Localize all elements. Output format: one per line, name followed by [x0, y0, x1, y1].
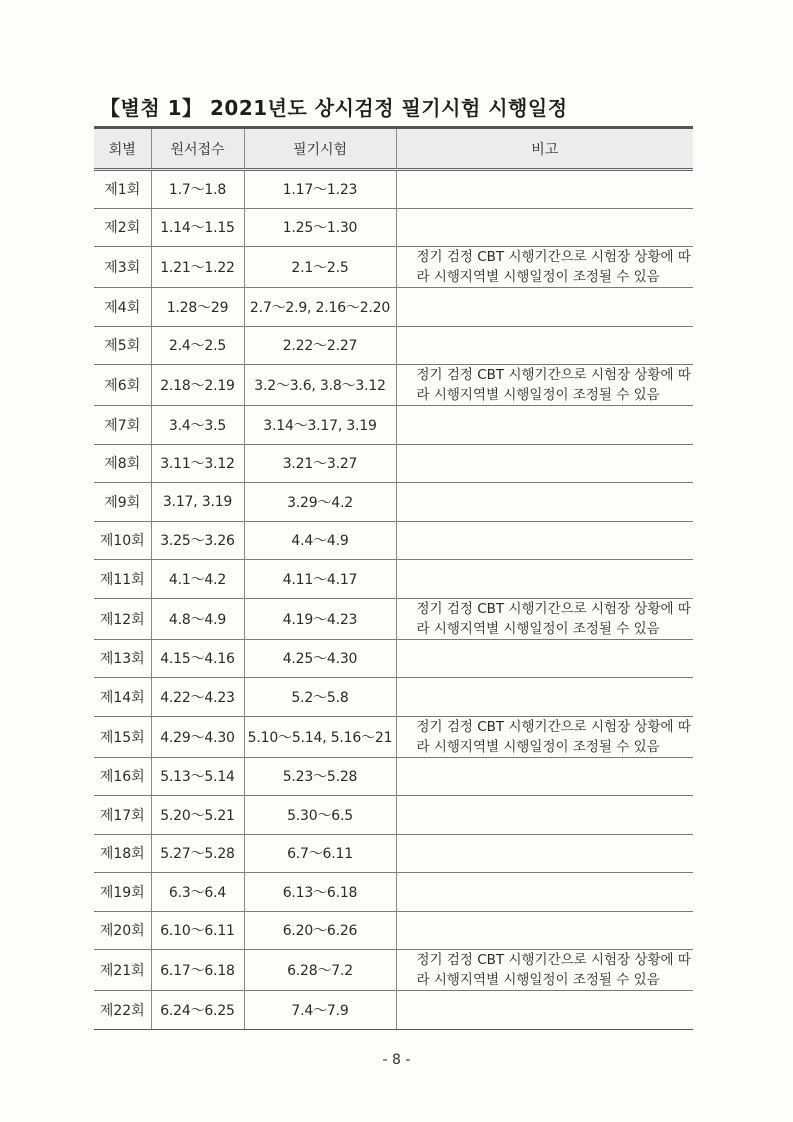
- exam-date-cell: 4.4～4.9: [244, 521, 396, 560]
- round-cell: 제8회: [94, 444, 151, 483]
- schedule-table: [94, 126, 693, 1030]
- application-date-cell: 6.24～6.25: [151, 991, 244, 1030]
- round-cell: 제12회: [94, 598, 151, 639]
- note-cell: [396, 521, 693, 560]
- exam-date-cell: 1.17～1.23: [244, 170, 396, 209]
- application-date-cell: 6.3～6.4: [151, 873, 244, 912]
- note-cell: [396, 639, 693, 678]
- note-cell: [396, 326, 693, 365]
- application-date-cell: 4.15～4.16: [151, 639, 244, 678]
- application-date-cell: 3.25～3.26: [151, 521, 244, 560]
- note-cell: [396, 170, 693, 209]
- round-cell: 제2회: [94, 208, 151, 247]
- round-cell: 제13회: [94, 639, 151, 678]
- application-date-cell: 4.22～4.23: [151, 678, 244, 717]
- note-cell: [396, 208, 693, 247]
- application-date-cell: 3.17, 3.19: [151, 483, 244, 522]
- note-cell: 정기 검정 CBT 시행기간으로 시험장 상황에 따라 시행지역별 시행일정이 조정될 수 있음: [396, 716, 693, 757]
- table-row: [94, 757, 693, 796]
- exam-date-cell: 2.22～2.27: [244, 326, 396, 365]
- exam-date-cell: 6.20～6.26: [244, 911, 396, 950]
- page-title: 【별첨 1】 2021년도 상시검정 필기시험 시행일정: [100, 96, 568, 120]
- round-cell: 제1회: [94, 170, 151, 209]
- note-cell: [396, 560, 693, 599]
- round-cell: 제16회: [94, 757, 151, 796]
- round-cell: 제19회: [94, 873, 151, 912]
- application-date-cell: 1.7～1.8: [151, 170, 244, 209]
- exam-date-cell: 1.25～1.30: [244, 208, 396, 247]
- round-cell: 제4회: [94, 288, 151, 327]
- exam-date-cell: 3.21～3.27: [244, 444, 396, 483]
- application-date-cell: 6.10～6.11: [151, 911, 244, 950]
- note-cell: [396, 288, 693, 327]
- table-row: [94, 247, 693, 288]
- round-cell: 제22회: [94, 991, 151, 1030]
- round-cell: 제11회: [94, 560, 151, 599]
- exam-date-cell: 5.2～5.8: [244, 678, 396, 717]
- page-number: - 8 -: [382, 1052, 411, 1068]
- application-date-cell: 1.28～29: [151, 288, 244, 327]
- table-row: [94, 483, 693, 522]
- note-cell: [396, 834, 693, 873]
- note-cell: 정기 검정 CBT 시행기간으로 시험장 상황에 따라 시행지역별 시행일정이 조정될 수 있음: [396, 950, 693, 991]
- table-row: [94, 365, 693, 406]
- application-date-cell: 6.17～6.18: [151, 950, 244, 991]
- table-row: [94, 716, 693, 757]
- exam-date-cell: 6.13～6.18: [244, 873, 396, 912]
- exam-date-cell: 3.2～3.6, 3.8～3.12: [244, 365, 396, 406]
- round-cell: 제9회: [94, 483, 151, 522]
- exam-date-cell: 2.7～2.9, 2.16～2.20: [244, 288, 396, 327]
- exam-date-cell: 5.23～5.28: [244, 757, 396, 796]
- header-application: 원서접수: [151, 128, 244, 170]
- table-row: [94, 911, 693, 950]
- application-date-cell: 3.11～3.12: [151, 444, 244, 483]
- header-exam: 필기시험: [244, 128, 396, 170]
- exam-date-cell: 4.11～4.17: [244, 560, 396, 599]
- note-cell: 정기 검정 CBT 시행기간으로 시험장 상황에 따라 시행지역별 시행일정이 조정될 수 있음: [396, 247, 693, 288]
- round-cell: 제17회: [94, 796, 151, 835]
- application-date-cell: 2.4～2.5: [151, 326, 244, 365]
- application-date-cell: 5.27～5.28: [151, 834, 244, 873]
- table-row: [94, 950, 693, 991]
- table-row: [94, 444, 693, 483]
- note-cell: [396, 873, 693, 912]
- round-cell: 제10회: [94, 521, 151, 560]
- note-cell: [396, 911, 693, 950]
- application-date-cell: 4.29～4.30: [151, 716, 244, 757]
- note-cell: [396, 406, 693, 445]
- application-date-cell: 5.20～5.21: [151, 796, 244, 835]
- table-header: [94, 128, 693, 170]
- table-row: [94, 834, 693, 873]
- round-cell: 제5회: [94, 326, 151, 365]
- round-cell: 제7회: [94, 406, 151, 445]
- header-round: 회별: [94, 128, 151, 170]
- note-cell: [396, 796, 693, 835]
- note-cell: [396, 678, 693, 717]
- application-date-cell: 4.8～4.9: [151, 598, 244, 639]
- table-row: [94, 560, 693, 599]
- note-cell: 정기 검정 CBT 시행기간으로 시험장 상황에 따라 시행지역별 시행일정이 조정될 수 있음: [396, 365, 693, 406]
- round-cell: 제21회: [94, 950, 151, 991]
- exam-date-cell: 5.10～5.14, 5.16～21: [244, 716, 396, 757]
- application-date-cell: 5.13～5.14: [151, 757, 244, 796]
- exam-date-cell: 5.30～6.5: [244, 796, 396, 835]
- exam-date-cell: 7.4～7.9: [244, 991, 396, 1030]
- table-body: [94, 170, 693, 1030]
- exam-date-cell: 6.28～7.2: [244, 950, 396, 991]
- header-row: [94, 128, 693, 170]
- exam-date-cell: 3.14～3.17, 3.19: [244, 406, 396, 445]
- round-cell: 제18회: [94, 834, 151, 873]
- application-date-cell: 4.1～4.2: [151, 560, 244, 599]
- table-row: [94, 678, 693, 717]
- table-row: [94, 639, 693, 678]
- exam-date-cell: 3.29～4.2: [244, 483, 396, 522]
- exam-date-cell: 6.7～6.11: [244, 834, 396, 873]
- round-cell: 제15회: [94, 716, 151, 757]
- application-date-cell: 2.18～2.19: [151, 365, 244, 406]
- table-row: [94, 208, 693, 247]
- table-row: [94, 326, 693, 365]
- table-row: [94, 991, 693, 1030]
- table-row: [94, 598, 693, 639]
- table-row: [94, 873, 693, 912]
- note-cell: 정기 검정 CBT 시행기간으로 시험장 상황에 따라 시행지역별 시행일정이 조정될 수 있음: [396, 598, 693, 639]
- table-row: [94, 170, 693, 209]
- table-row: [94, 406, 693, 445]
- note-cell: [396, 991, 693, 1030]
- round-cell: 제20회: [94, 911, 151, 950]
- header-note: 비고: [396, 128, 693, 170]
- application-date-cell: 3.4～3.5: [151, 406, 244, 445]
- table-row: [94, 796, 693, 835]
- application-date-cell: 1.14～1.15: [151, 208, 244, 247]
- exam-date-cell: 4.25～4.30: [244, 639, 396, 678]
- round-cell: 제14회: [94, 678, 151, 717]
- exam-date-cell: 4.19～4.23: [244, 598, 396, 639]
- round-cell: 제6회: [94, 365, 151, 406]
- note-cell: [396, 757, 693, 796]
- exam-date-cell: 2.1～2.5: [244, 247, 396, 288]
- note-cell: [396, 483, 693, 522]
- round-cell: 제3회: [94, 247, 151, 288]
- application-date-cell: 1.21～1.22: [151, 247, 244, 288]
- table-row: [94, 288, 693, 327]
- note-cell: [396, 444, 693, 483]
- table-row: [94, 521, 693, 560]
